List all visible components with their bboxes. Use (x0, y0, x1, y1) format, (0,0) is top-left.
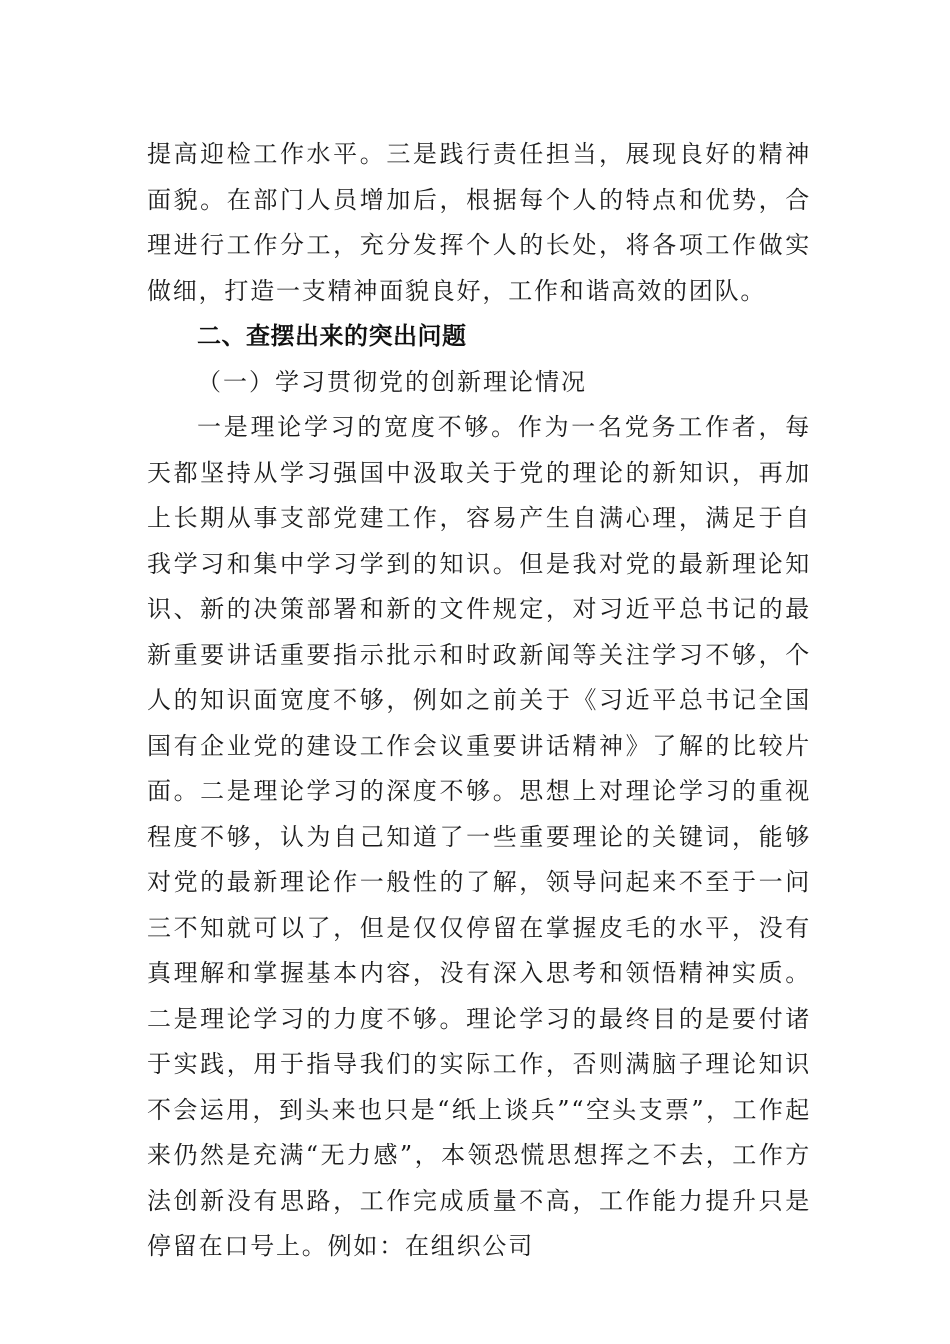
document-body (147, 132, 811, 1270)
subsection-heading-theory-study: （一）学习贯彻党的创新理论情况 (197, 367, 587, 396)
section-heading-problems: 二、查摆出来的突出问题 (197, 322, 467, 350)
paragraph-theory-study: 一是理论学习的宽度不够。作为一名党务工作者，每天都坚持从学习强国中汲取关于党的理论的新知识，再加上长期从事支部党建工作，容易产生自满心理，满足于自我学习和集中学习学到的知识。但是我对党的最新理论知识、新的决策部署和新的文件规定，对习近平总书记的最新重要讲话重要指示批示和时政新闻等关注学习不够，个人的知识面宽度不够，例如之前关于《习近平总书记全国国有企业党的建设工作会议重要讲话精神》了解的比较片面。二是理论学习的深度不够。思想上对理论学习的重视程度不够，认为自己知道了一些重要理论的关键词，能够对党的最新理论作一般性的了解，领导问起来不至于一问三不知就可以了，但是仅仅停留在掌握皮毛的水平，没有真理解和掌握基本内容，没有深入思考和领悟精神实质。二是理论学习的力度不够。理论学习的最终目的是要付诸于实践，用于指导我们的实际工作，否则满脑子理论知识不会运用，到头来也只是“纸上谈兵”“空头支票”，工作起来仍然是充满“无力感”，本领恐慌思想挥之不去，工作方法创新没有思路，工作完成质量不高，工作能力提升只是停留在口号上。例如：在组织公司 (147, 413, 811, 1260)
paragraph-continuation: 提高迎检工作水平。三是践行责任担当，展现良好的精神面貌。在部门人员增加后，根据每个人的特点和优势，合理进行工作分工，充分发挥个人的长处，将各项工作做实做细，打造一支精神面貌良好，工作和谐高效的团队。 (147, 140, 811, 305)
